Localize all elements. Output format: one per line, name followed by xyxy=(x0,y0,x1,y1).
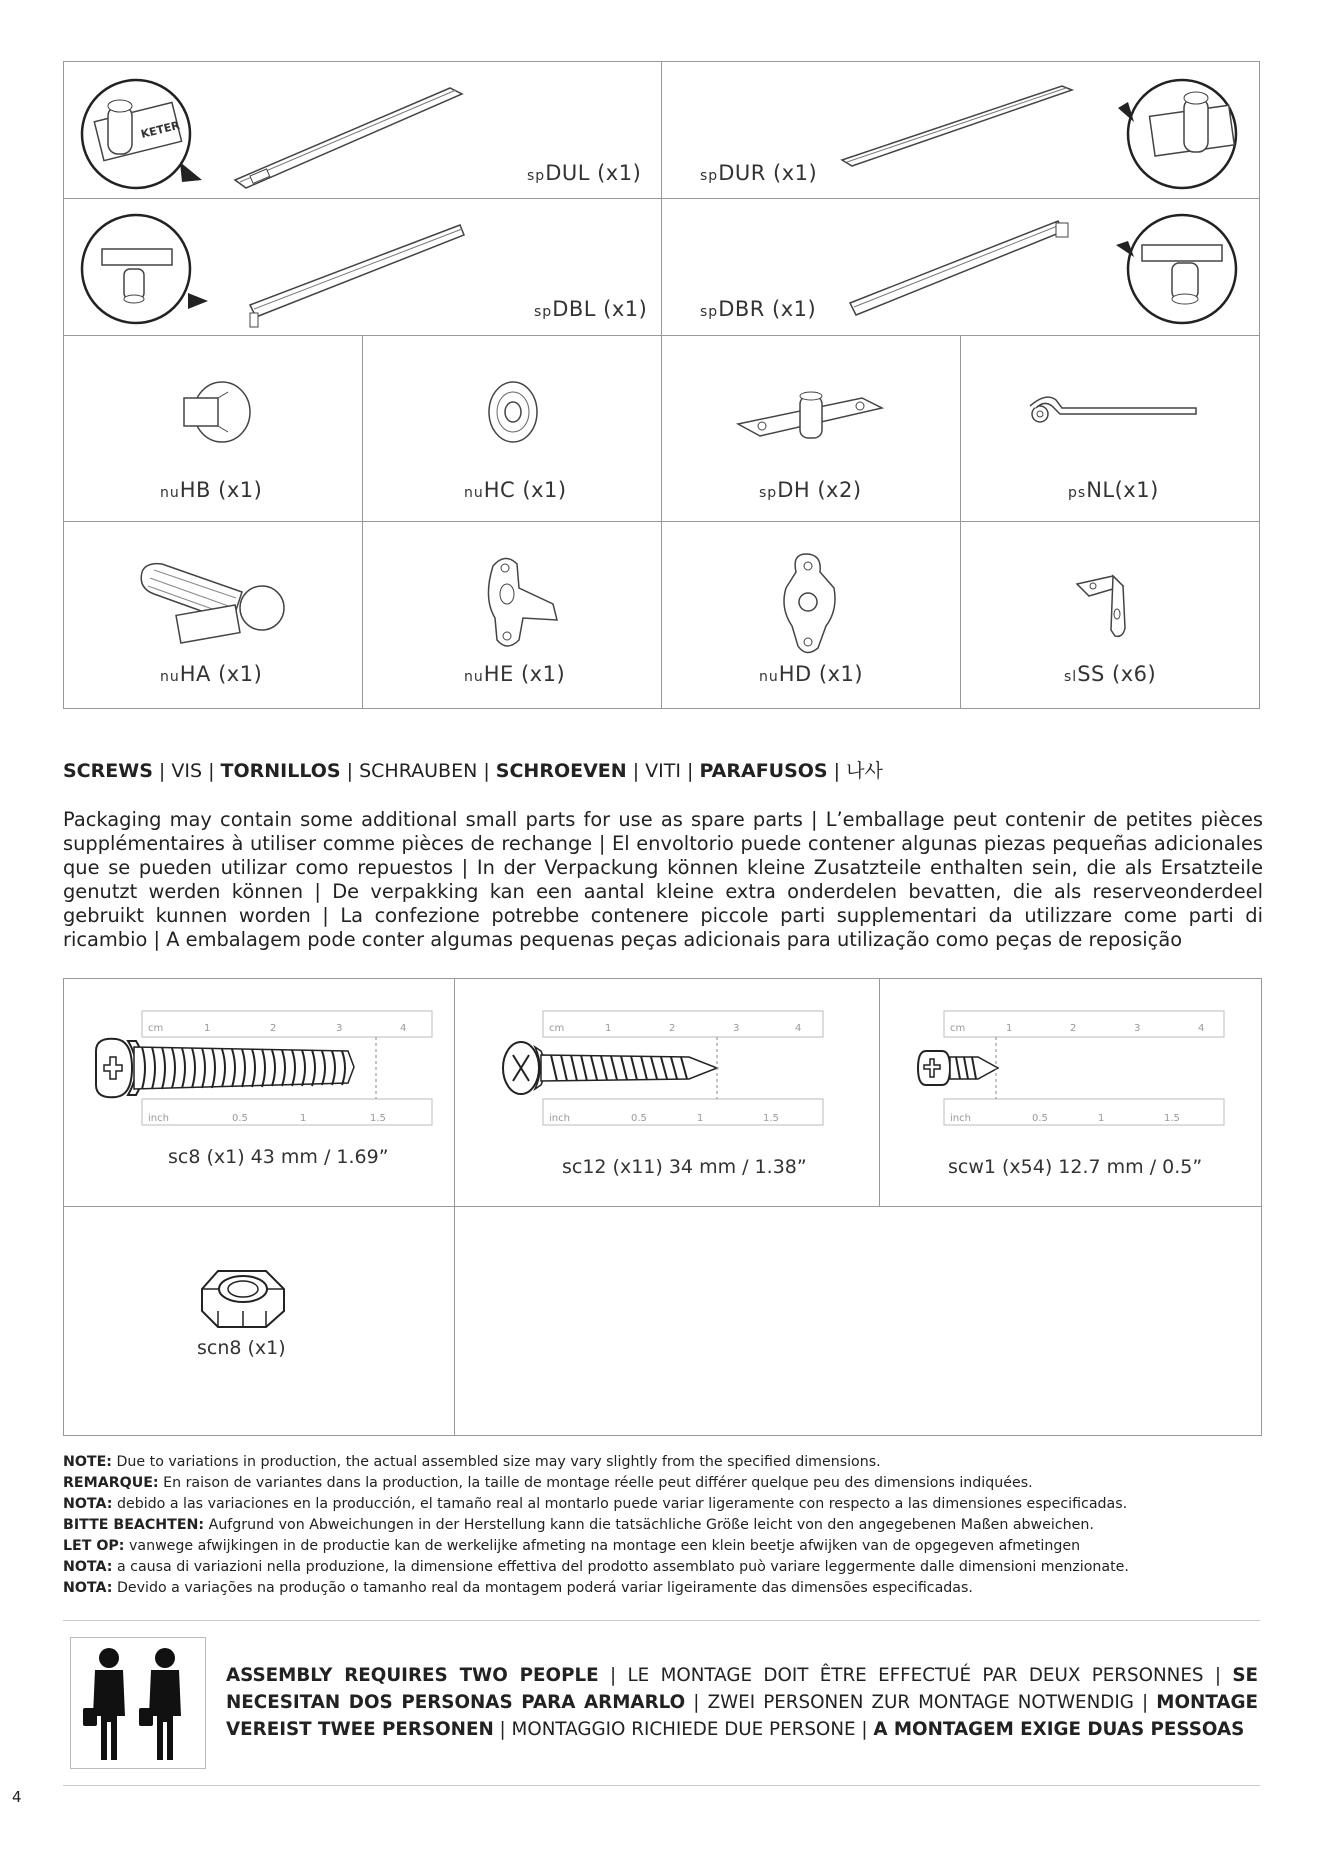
part-label-spdh: spDH (x2) xyxy=(759,478,862,502)
part-cell-nuhc xyxy=(363,336,662,522)
page-number: 4 xyxy=(12,1788,22,1806)
scn8-illustration xyxy=(196,1265,296,1335)
nuha-illustration xyxy=(132,552,292,652)
divider xyxy=(63,1785,1260,1786)
ruler-inch-tick: 1 xyxy=(697,1113,704,1124)
note-row: BITTE BEACHTEN: Aufgrund von Abweichungen in der Herstellung kann die tatsächliche Größe leicht von den angegebenen Maßen abweichen. xyxy=(63,1517,1094,1533)
ruler-cm-label: cm xyxy=(148,1023,164,1034)
part-cell-slss xyxy=(961,522,1260,708)
part-cell-spdh xyxy=(662,336,961,522)
spdur-illustration xyxy=(822,70,1252,195)
screws-grid xyxy=(63,978,1262,1436)
note-row: REMARQUE: En raison de variantes dans la production, la taille de montage réelle peut différer quelque peu des dimensions indiquées. xyxy=(63,1475,1033,1491)
nuhd-illustration xyxy=(772,548,852,658)
part-cell-psnl xyxy=(961,336,1260,522)
nut-label-scn8: scn8 (x1) xyxy=(197,1337,286,1359)
part-cell-nuhd xyxy=(662,522,961,708)
ruler-inch-tick: 1 xyxy=(1098,1113,1105,1124)
scw1-illustration xyxy=(914,1007,1234,1127)
ruler-cm-tick: 1 xyxy=(204,1023,211,1034)
nut-cell-scn8 xyxy=(64,1207,455,1435)
part-label-spdbr: spDBR (x1) xyxy=(700,297,817,321)
ruler-inch-tick: 1.5 xyxy=(1164,1113,1180,1124)
packaging-note: Packaging may contain some additional small parts for use as spare parts | L’emballage peut contenir de petites pièces supplémentaires à utiliser comme pièces de rechange | El envoltorio puede contener algunas piezas pequeñas adicionales que se pueden utilizar como repuestos | In der Verpackung können kleine Zusatzteile enthalten sein, die als Ersatzteile genutzt werden können | De verpakking kan een aantal kleine extra onderdelen bevatten, die als reserveonderdeel gebruikt kunnen worden | La confezione potrebbe contenere piccole parti supplementari da utilizzare come parti di ricambio | A embalagem pode conter algumas pequenas peças adicionais para utilização como peças de reposição xyxy=(63,808,1263,951)
parts-grid xyxy=(63,61,1260,709)
ruler-inch-label: inch xyxy=(549,1113,570,1124)
part-cell-spdbr xyxy=(662,199,1260,336)
ruler-cm-label: cm xyxy=(950,1023,966,1034)
ruler-cm-tick: 2 xyxy=(270,1023,277,1034)
assembly-requirement: ASSEMBLY REQUIRES TWO PEOPLE | LE MONTAGE DOIT ÊTRE EFFECTUÉ PAR DEUX PERSONNES | SE NECESITAN DOS PERSONAS PARA ARMARLO | ZWEI PERSONEN ZUR MONTAGE NOTWENDIG | MONTAGE VEREIST TWEE PERSONEN | MONTAGGIO RICHIEDE DUE PERSONE | A MONTAGEM EXIGE DUAS PESSOAS xyxy=(226,1665,1259,1740)
screw-cell-sc8 xyxy=(64,979,455,1207)
ruler-cm-tick: 1 xyxy=(605,1023,612,1034)
note-row: NOTA: debido a las variaciones en la producción, el tamaño real al montarlo puede variar ligeramente con respecto a las dimensiones especificadas. xyxy=(63,1496,1128,1512)
ruler-inch-tick: 0.5 xyxy=(1032,1113,1048,1124)
screw-label-sc12: sc12 (x11) 34 mm / 1.38” xyxy=(562,1156,807,1178)
ruler-inch-tick: 1 xyxy=(300,1113,307,1124)
ruler-cm-tick: 4 xyxy=(400,1023,407,1034)
ruler-cm-tick: 3 xyxy=(336,1023,343,1034)
nuhe-illustration xyxy=(473,548,573,658)
ruler-inch-tick: 1.5 xyxy=(370,1113,386,1124)
part-label-nuha: nuHA (x1) xyxy=(160,662,263,686)
note-row: NOTA: Devido a variações na produção o tamanho real da montagem poderá variar ligeiramente das dimensões especificadas. xyxy=(63,1580,973,1596)
ruler-inch-label: inch xyxy=(950,1113,971,1124)
ruler-cm-tick: 2 xyxy=(669,1023,676,1034)
part-label-nuhd: nuHD (x1) xyxy=(759,662,864,686)
part-cell-nuha xyxy=(64,522,363,708)
spdbl-illustration xyxy=(80,205,510,333)
part-label-nuhe: nuHE (x1) xyxy=(464,662,566,686)
part-label-nuhb: nuHB (x1) xyxy=(160,478,263,502)
person-figures-icon xyxy=(71,1638,205,1768)
ruler-cm-tick: 3 xyxy=(733,1023,740,1034)
note-row: LET OP: vanwege afwijkingen in de productie kan de werkelijke afmeting na montage een klein beetje afwijken van de opgegeven afmetingen xyxy=(63,1538,1081,1554)
part-cell-nuhb xyxy=(64,336,363,522)
screw-label-sc8: sc8 (x1) 43 mm / 1.69” xyxy=(168,1146,389,1168)
ruler-cm-tick: 3 xyxy=(1134,1023,1141,1034)
spdh-illustration xyxy=(732,384,892,454)
spdbr-illustration xyxy=(822,205,1252,333)
ruler-inch-label: inch xyxy=(148,1113,169,1124)
ruler-cm-tick: 2 xyxy=(1070,1023,1077,1034)
screw-cell-sc12 xyxy=(455,979,880,1207)
part-label-slss: slSS (x6) xyxy=(1064,662,1157,686)
part-cell-spdbl xyxy=(64,199,662,336)
screw-cell-scw1 xyxy=(880,979,1261,1207)
note-row: NOTE: Due to variations in production, the actual assembled size may vary slightly from the specified dimensions. xyxy=(63,1454,881,1470)
ruler-inch-tick: 0.5 xyxy=(232,1113,248,1124)
sc12-illustration xyxy=(499,1007,839,1127)
part-cell-spdur xyxy=(662,62,1260,199)
divider xyxy=(63,1620,1260,1621)
nuhc-illustration xyxy=(483,376,543,456)
ruler-inch-tick: 1.5 xyxy=(763,1113,779,1124)
part-cell-spdul xyxy=(64,62,662,199)
part-label-nuhc: nuHC (x1) xyxy=(464,478,567,502)
sc8-illustration xyxy=(92,1007,432,1127)
screw-label-scw1: scw1 (x54) 12.7 mm / 0.5” xyxy=(948,1156,1203,1178)
ruler-cm-tick: 4 xyxy=(1198,1023,1205,1034)
nuhb-illustration xyxy=(164,376,264,456)
two-people-icon xyxy=(70,1637,206,1769)
note-row: NOTA: a causa di variazioni nella produzione, la dimensione effettiva del prodotto assemblato può variare leggermente dalle dimensioni menzionate. xyxy=(63,1559,1129,1575)
screws-heading: SCREWS | VIS | TORNILLOS | SCHRAUBEN | SCHROEVEN | VITI | PARAFUSOS | 나사 xyxy=(63,760,883,782)
part-label-spdbl: spDBL (x1) xyxy=(534,297,648,321)
slss-illustration xyxy=(1073,572,1153,652)
ruler-cm-tick: 4 xyxy=(795,1023,802,1034)
dimension-notes xyxy=(63,1452,1268,1599)
part-label-spdur: spDUR (x1) xyxy=(700,161,818,185)
part-label-psnl: psNL(x1) xyxy=(1068,478,1159,502)
spdul-illustration xyxy=(80,70,500,195)
part-label-spdul: spDUL (x1) xyxy=(527,161,642,185)
part-cell-nuhe xyxy=(363,522,662,708)
psnl-illustration xyxy=(1016,386,1206,436)
ruler-cm-label: cm xyxy=(549,1023,565,1034)
rail-logo-text: KETER xyxy=(139,118,182,141)
ruler-inch-tick: 0.5 xyxy=(631,1113,647,1124)
ruler-cm-tick: 1 xyxy=(1006,1023,1013,1034)
